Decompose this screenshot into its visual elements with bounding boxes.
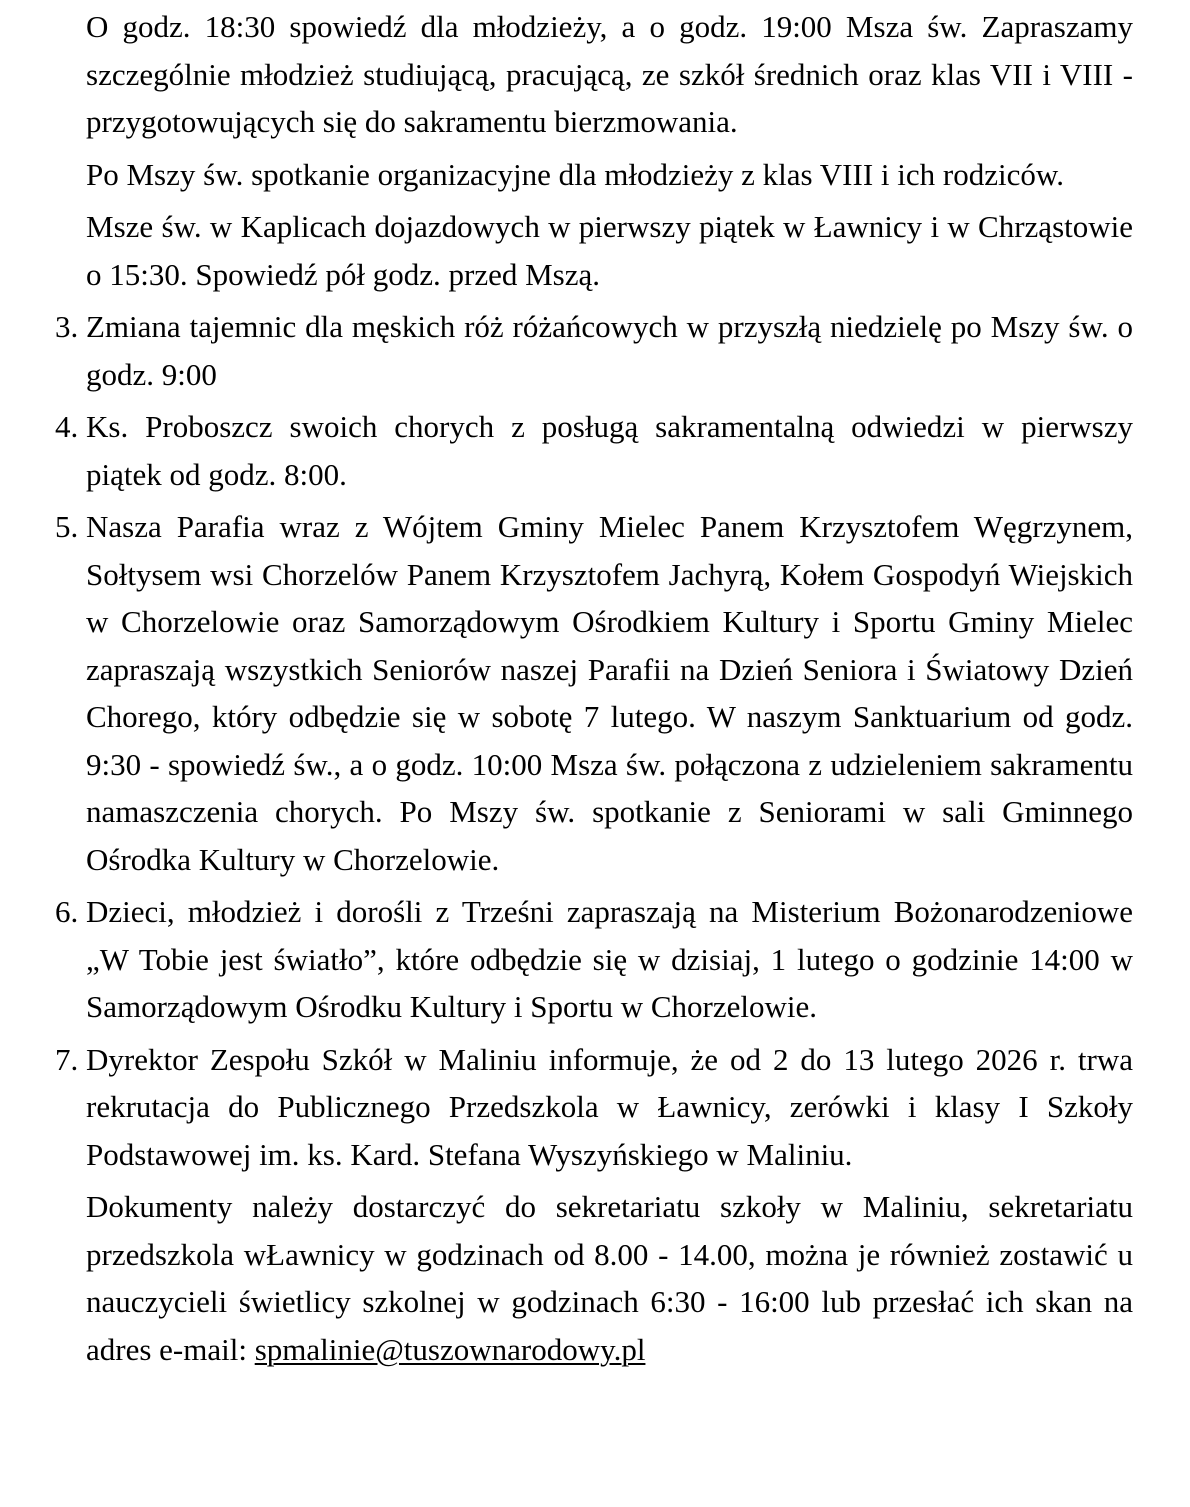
announcement-item-6 [55,888,1133,1031]
item-text: Nasza Parafia wraz z Wójtem Gminy Mielec Panem Krzysztofem Węgrzynem, Sołtysem wsi Chorzelów Panem Krzysztofem Jachyrą, Kołem Gospodyń Wiejskich w Chorzelowie oraz Samorządowym Ośrodkiem Kultury i Sportu Gminy Mielec zapraszają wszystkich Seniorów naszej Parafii na Dzień Seniora i Światowy Dzień Chorego, który odbędzie się w sobotę 7 lutego. W naszym Sanktuarium od godz. 9:30 - spowiedź św., a o godz. 10:00 Msza św. połączona z udzieleniem sakramentu namaszczenia chorych. Po Mszy św. spotkanie z Seniorami w sali Gminnego Ośrodka Kultury w Chorzelowie. [86,509,1133,877]
announcement-item-5 [55,503,1133,883]
item-text: Dyrektor Zespołu Szkół w Maliniu informuje, że od 2 do 13 lutego 2026 r. trwa rekrutacja do Publicznego Przedszkola w Ławnicy, zerówki i klasy I Szkoły Podstawowej im. ks. Kard. Stefana Wyszyńskiego w Maliniu. [86,1041,1133,1172]
item-number: 4. [55,409,79,444]
intro-paragraph-meeting: Po Mszy św. spotkanie organizacyjne dla młodzieży z klas VIII i ich rodziców. [86,156,1064,192]
item-number: 3. [55,309,79,344]
item-number: 5. [55,509,79,544]
intro-paragraph-chapels: Msze św. w Kaplicach dojazdowych w pierwszy piątek w Ławnicy i w Chrząstowie o 15:30. Spowiedź pół godz. przed Mszą. [86,209,1133,292]
item-documents-paragraph [86,1183,1133,1373]
email-link[interactable]: spmalinie@tuszownarodowy.pl [254,1331,646,1367]
item-text: Zmiana tajemnic dla męskich róż różańcowych w przyszłą niedzielę po Mszy św. o godz. 9:00 [86,309,1133,392]
item-text: Ks. Proboszcz swoich chorych z posługą sakramentalną odwiedzi w pierwszy piątek od godz. 8:00. [86,409,1133,492]
item-number: 6. [55,894,79,929]
announcement-item-7 [55,1036,1133,1374]
announcements-content [55,0,1133,1378]
item-text: Dzieci, młodzież i dorośli z Trześni zapraszają na Misterium Bożonarodzeniowe „W Tobie jest światło”, które odbędzie się w dzisiaj, 1 lutego o godzinie 14:00 w Samorządowym Ośrodku Kultury i Sportu w Chorzelowie. [86,894,1133,1024]
documents-text: Dokumenty należy dostarczyć do sekretariatu szkoły w Maliniu, sekretariatu przedszkola wŁawnicy w godzinach od 8.00 - 14.00, można je również zostawić u nauczycieli świetlicy szkolnej w godzinach 6:30 - 16:00 lub przesłać ich skan na adres e-mail: [86,1189,1133,1367]
announcement-item-4 [55,403,1133,498]
intro-paragraph-confession: O godz. 18:30 spowiedź dla młodzieży, a o godz. 19:00 Msza św. Zapraszamy szczególnie młodzież studiującą, pracującą, ze szkół średnich oraz klas VII i VIII - przygotowujących się do sakramentu bierzmowania. [86,9,1133,139]
announcement-item-3 [55,303,1133,398]
item-number: 7. [55,1041,79,1077]
